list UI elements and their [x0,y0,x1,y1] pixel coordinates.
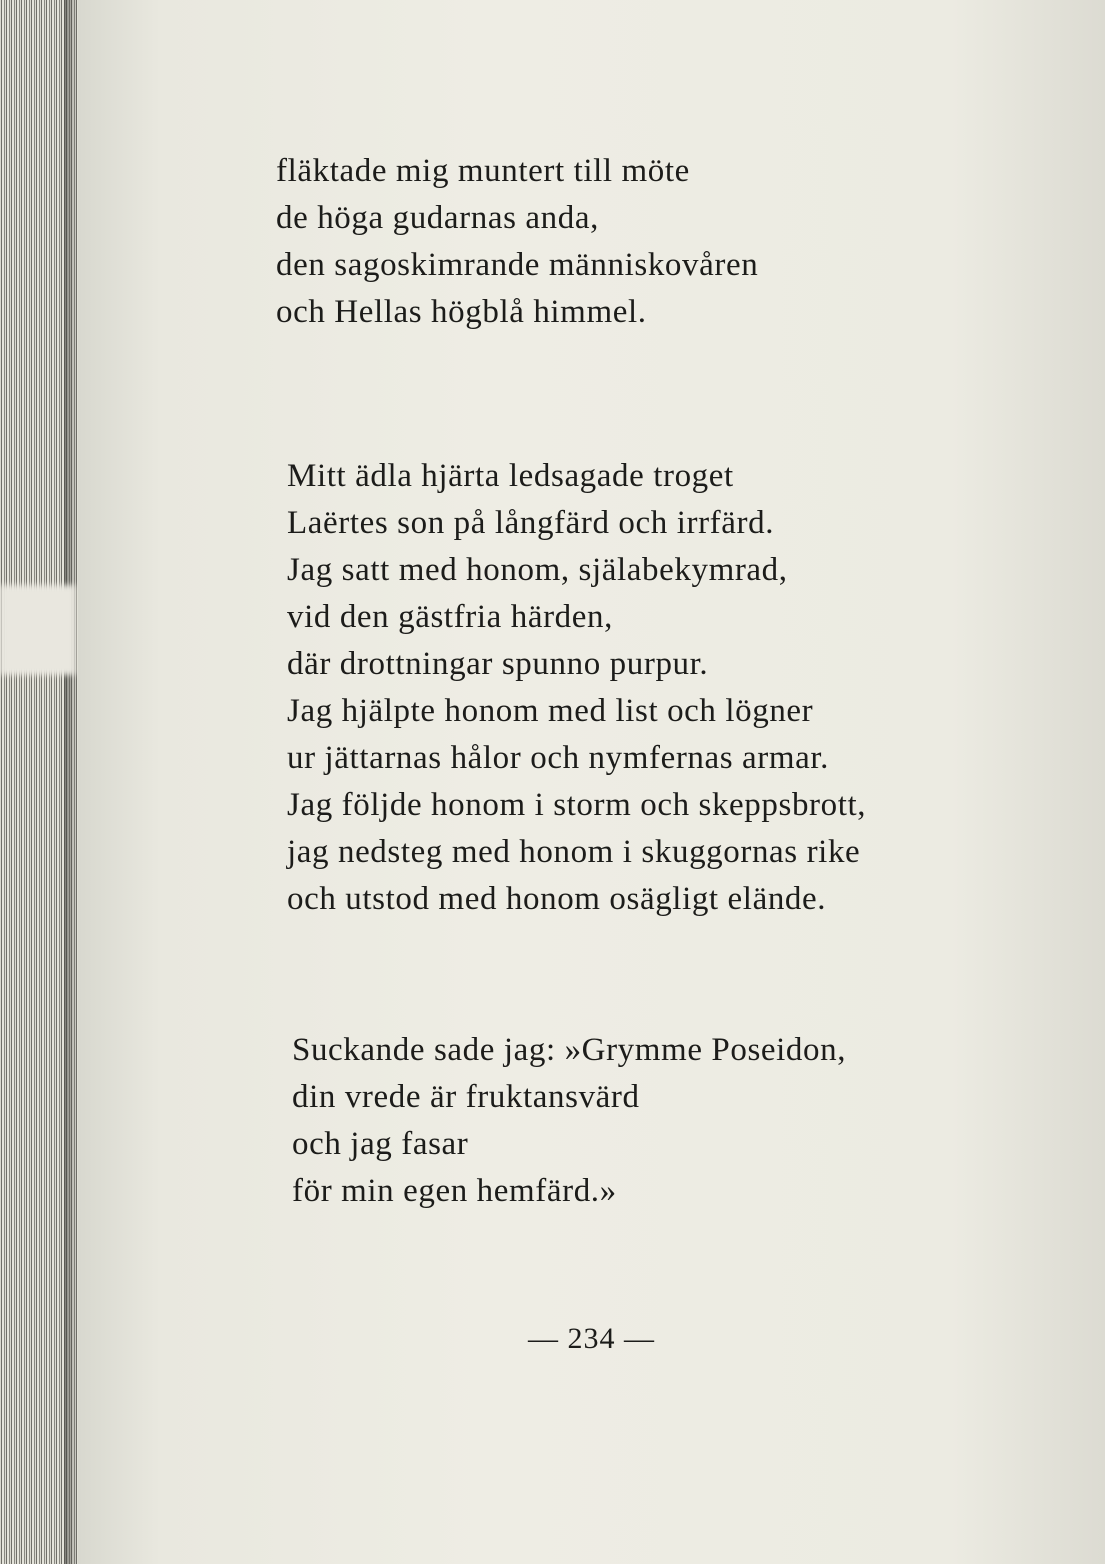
verse-line: fläktade mig muntert till möte [276,153,690,189]
verse-line: och jag fasar [292,1126,469,1162]
verse-line: den sagoskimrande människovåren [276,247,759,283]
book-page [78,0,1105,1564]
verse-line: ur jättarnas hålor och nymfernas armar. [287,740,830,776]
verse-line: Jag hjälpte honom med list och lögner [287,693,814,729]
verse-line: de höga gudarnas anda, [276,200,599,236]
verse-line: jag nedsteg med honom i skuggornas rike [287,834,861,870]
stanza-1 [276,148,758,336]
verse-line: där drottningar spunno purpur. [287,646,709,682]
page-number: — 234 — [528,1322,655,1355]
page-edge-stack [0,0,78,1564]
verse-line: Jag satt med honom, själabekymrad, [287,552,788,588]
stanza-3 [292,1027,846,1215]
stanza-2 [287,453,866,923]
verse-line: Jag följde honom i storm och skeppsbrott, [287,787,867,823]
verse-line: Laërtes son på långfärd och irrfärd. [287,505,775,541]
verse-line: Mitt ädla hjärta ledsagade troget [287,458,734,494]
verse-line: din vrede är fruktansvärd [292,1079,640,1115]
page-edge-smudge [0,585,76,675]
verse-line: för min egen hemfärd.» [292,1173,617,1209]
verse-line: vid den gästfria härden, [287,599,613,635]
verse-line: och Hellas högblå himmel. [276,294,647,330]
verse-line: och utstod med honom osägligt elände. [287,881,827,917]
verse-line: Suckande sade jag: »Grymme Poseidon, [292,1032,847,1068]
